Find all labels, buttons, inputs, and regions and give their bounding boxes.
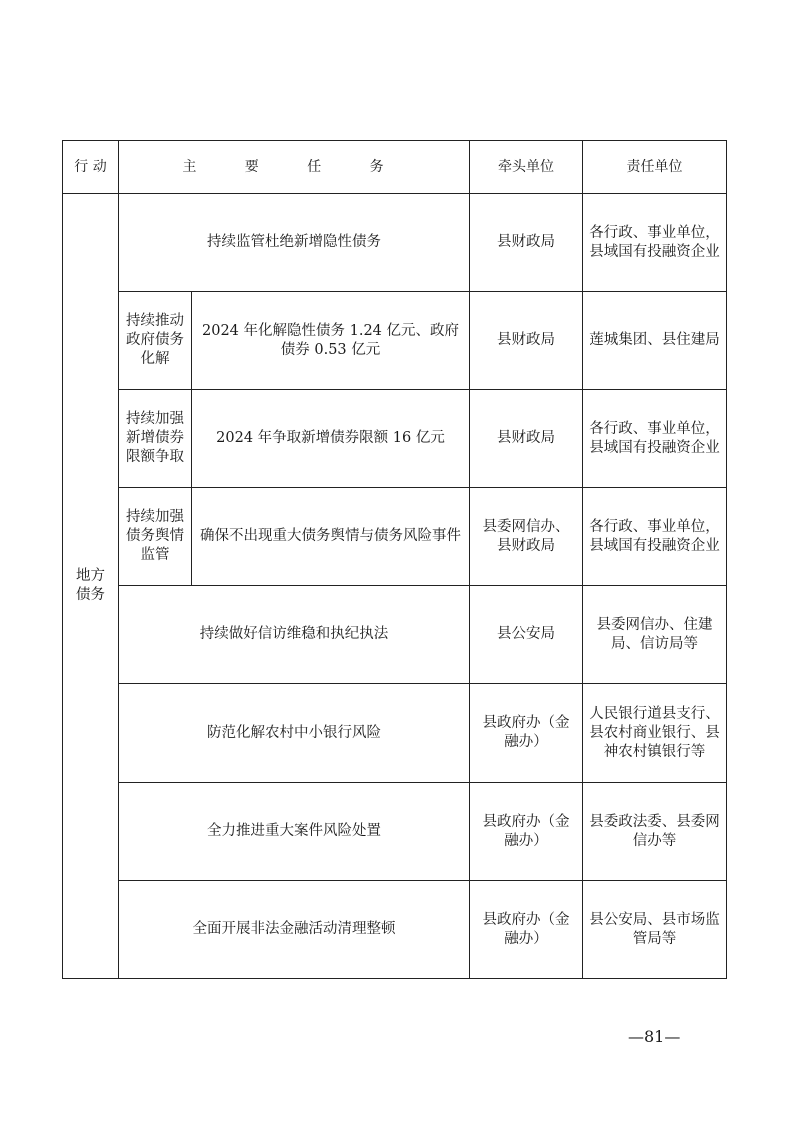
page-number: —81— — [628, 1027, 681, 1046]
table-row — [63, 586, 727, 684]
responsible-unit-cell: 县委网信办、住建局、信访局等 — [583, 586, 727, 684]
header-action: 行 动 — [63, 141, 119, 194]
lead-unit-cell: 县财政局 — [470, 390, 583, 488]
header-main-task: 主 要 任 务 — [119, 141, 470, 194]
responsible-unit-cell: 县公安局、县市场监管局等 — [583, 881, 727, 979]
task-cell: 全面开展非法金融活动清理整顿 — [119, 881, 470, 979]
table-row — [63, 194, 727, 292]
task-cell: 2024 年化解隐性债务 1.24 亿元、政府债券 0.53 亿元 — [192, 292, 470, 390]
lead-unit-cell: 县委网信办、县财政局 — [470, 488, 583, 586]
responsible-unit-cell: 各行政、事业单位，县域国有投融资企业 — [583, 194, 727, 292]
header-lead-unit: 牵头单位 — [470, 141, 583, 194]
header-responsible-unit: 责任单位 — [583, 141, 727, 194]
responsible-unit-cell: 县委政法委、县委网信办等 — [583, 783, 727, 881]
table-row — [63, 684, 727, 783]
table-row — [63, 881, 727, 979]
lead-unit-cell: 县公安局 — [470, 586, 583, 684]
task-cell: 2024 年争取新增债券限额 16 亿元 — [192, 390, 470, 488]
responsible-unit-cell: 莲城集团、县住建局 — [583, 292, 727, 390]
task-table — [62, 140, 727, 979]
table-header-row — [63, 141, 727, 194]
task-cell: 确保不出现重大债务舆情与债务风险事件 — [192, 488, 470, 586]
table-row — [63, 488, 727, 586]
sub-action-cell: 持续加强债务舆情监管 — [119, 488, 192, 586]
lead-unit-cell: 县财政局 — [470, 194, 583, 292]
lead-unit-cell: 县政府办（金融办） — [470, 684, 583, 783]
lead-unit-cell: 县政府办（金融办） — [470, 881, 583, 979]
lead-unit-cell: 县政府办（金融办） — [470, 783, 583, 881]
task-cell: 持续监管杜绝新增隐性债务 — [119, 194, 470, 292]
sub-action-cell: 持续推动政府债务化解 — [119, 292, 192, 390]
task-cell: 全力推进重大案件风险处置 — [119, 783, 470, 881]
table-row — [63, 292, 727, 390]
task-cell: 持续做好信访维稳和执纪执法 — [119, 586, 470, 684]
lead-unit-cell: 县财政局 — [470, 292, 583, 390]
table-row — [63, 390, 727, 488]
responsible-unit-cell: 各行政、事业单位，县域国有投融资企业 — [583, 488, 727, 586]
sub-action-cell: 持续加强新增债券限额争取 — [119, 390, 192, 488]
task-cell: 防范化解农村中小银行风险 — [119, 684, 470, 783]
category-cell: 地方债务 — [63, 194, 119, 979]
responsible-unit-cell: 人民银行道县支行、县农村商业银行、县神农村镇银行等 — [583, 684, 727, 783]
responsible-unit-cell: 各行政、事业单位，县域国有投融资企业 — [583, 390, 727, 488]
table-row — [63, 783, 727, 881]
